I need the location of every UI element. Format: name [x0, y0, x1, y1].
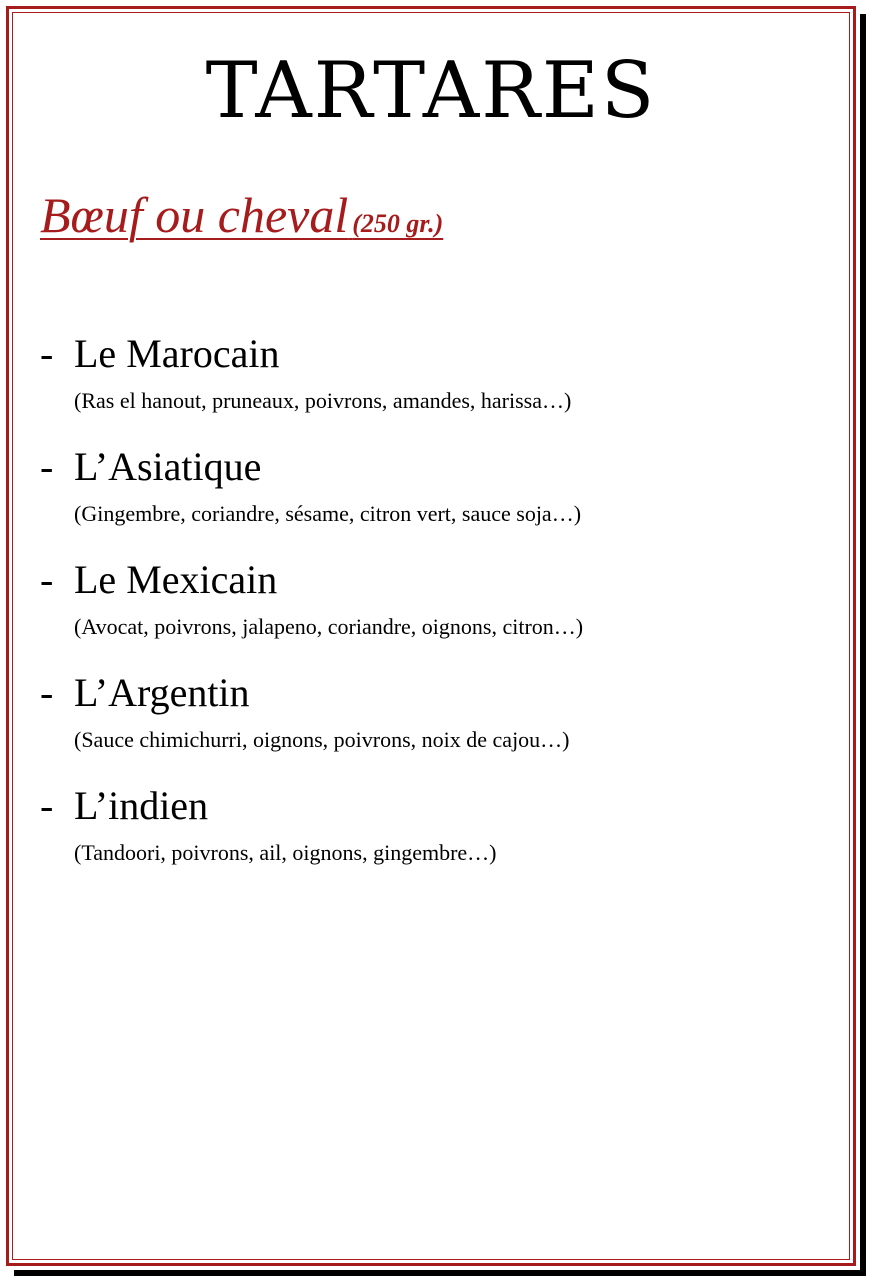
menu-item-description: (Sauce chimichurri, oignons, poivrons, noix de cajou…): [74, 727, 570, 752]
menu-item-title: [40, 556, 830, 604]
subtitle-portion-weight: (250 gr.): [352, 209, 444, 238]
list-dash: -: [40, 670, 54, 715]
menu-item: [40, 556, 830, 669]
list-dash: -: [40, 783, 54, 828]
menu-item: [40, 443, 830, 556]
list-dash: -: [40, 331, 54, 376]
menu-item-description: (Tandoori, poivrons, ail, oignons, gingembre…): [74, 840, 497, 865]
subtitle-meat-choice: Bœuf ou cheval: [40, 187, 349, 243]
menu-item-description: (Avocat, poivrons, jalapeno, coriandre, oignons, citron…): [74, 614, 584, 639]
list-dash: -: [40, 444, 54, 489]
menu-item-name: Le Mexicain: [74, 557, 278, 602]
menu-item-title: [40, 782, 830, 830]
menu-item-title: [40, 330, 830, 378]
menu-item: [40, 782, 830, 895]
menu-item: [40, 330, 830, 443]
list-dash: -: [40, 557, 54, 602]
menu-item-description: (Ras el hanout, pruneaux, poivrons, amandes, harissa…): [74, 388, 572, 413]
menu-item-name: L’Argentin: [74, 670, 250, 715]
menu-item-description: (Gingembre, coriandre, sésame, citron vert, sauce soja…): [74, 501, 582, 526]
menu-item-name: L’Asiatique: [74, 444, 262, 489]
menu-item-name: Le Marocain: [74, 331, 280, 376]
menu-item: [40, 669, 830, 782]
menu-item-name: L’indien: [74, 783, 209, 828]
frame-shadow-right: [860, 14, 866, 1276]
section-subtitle: [40, 187, 444, 243]
frame-shadow-bottom: [14, 1270, 866, 1276]
menu-item-list: [40, 330, 830, 895]
page-title: TARTARES: [205, 46, 657, 136]
menu-item-title: [40, 443, 830, 491]
menu-item-title: [40, 669, 830, 717]
